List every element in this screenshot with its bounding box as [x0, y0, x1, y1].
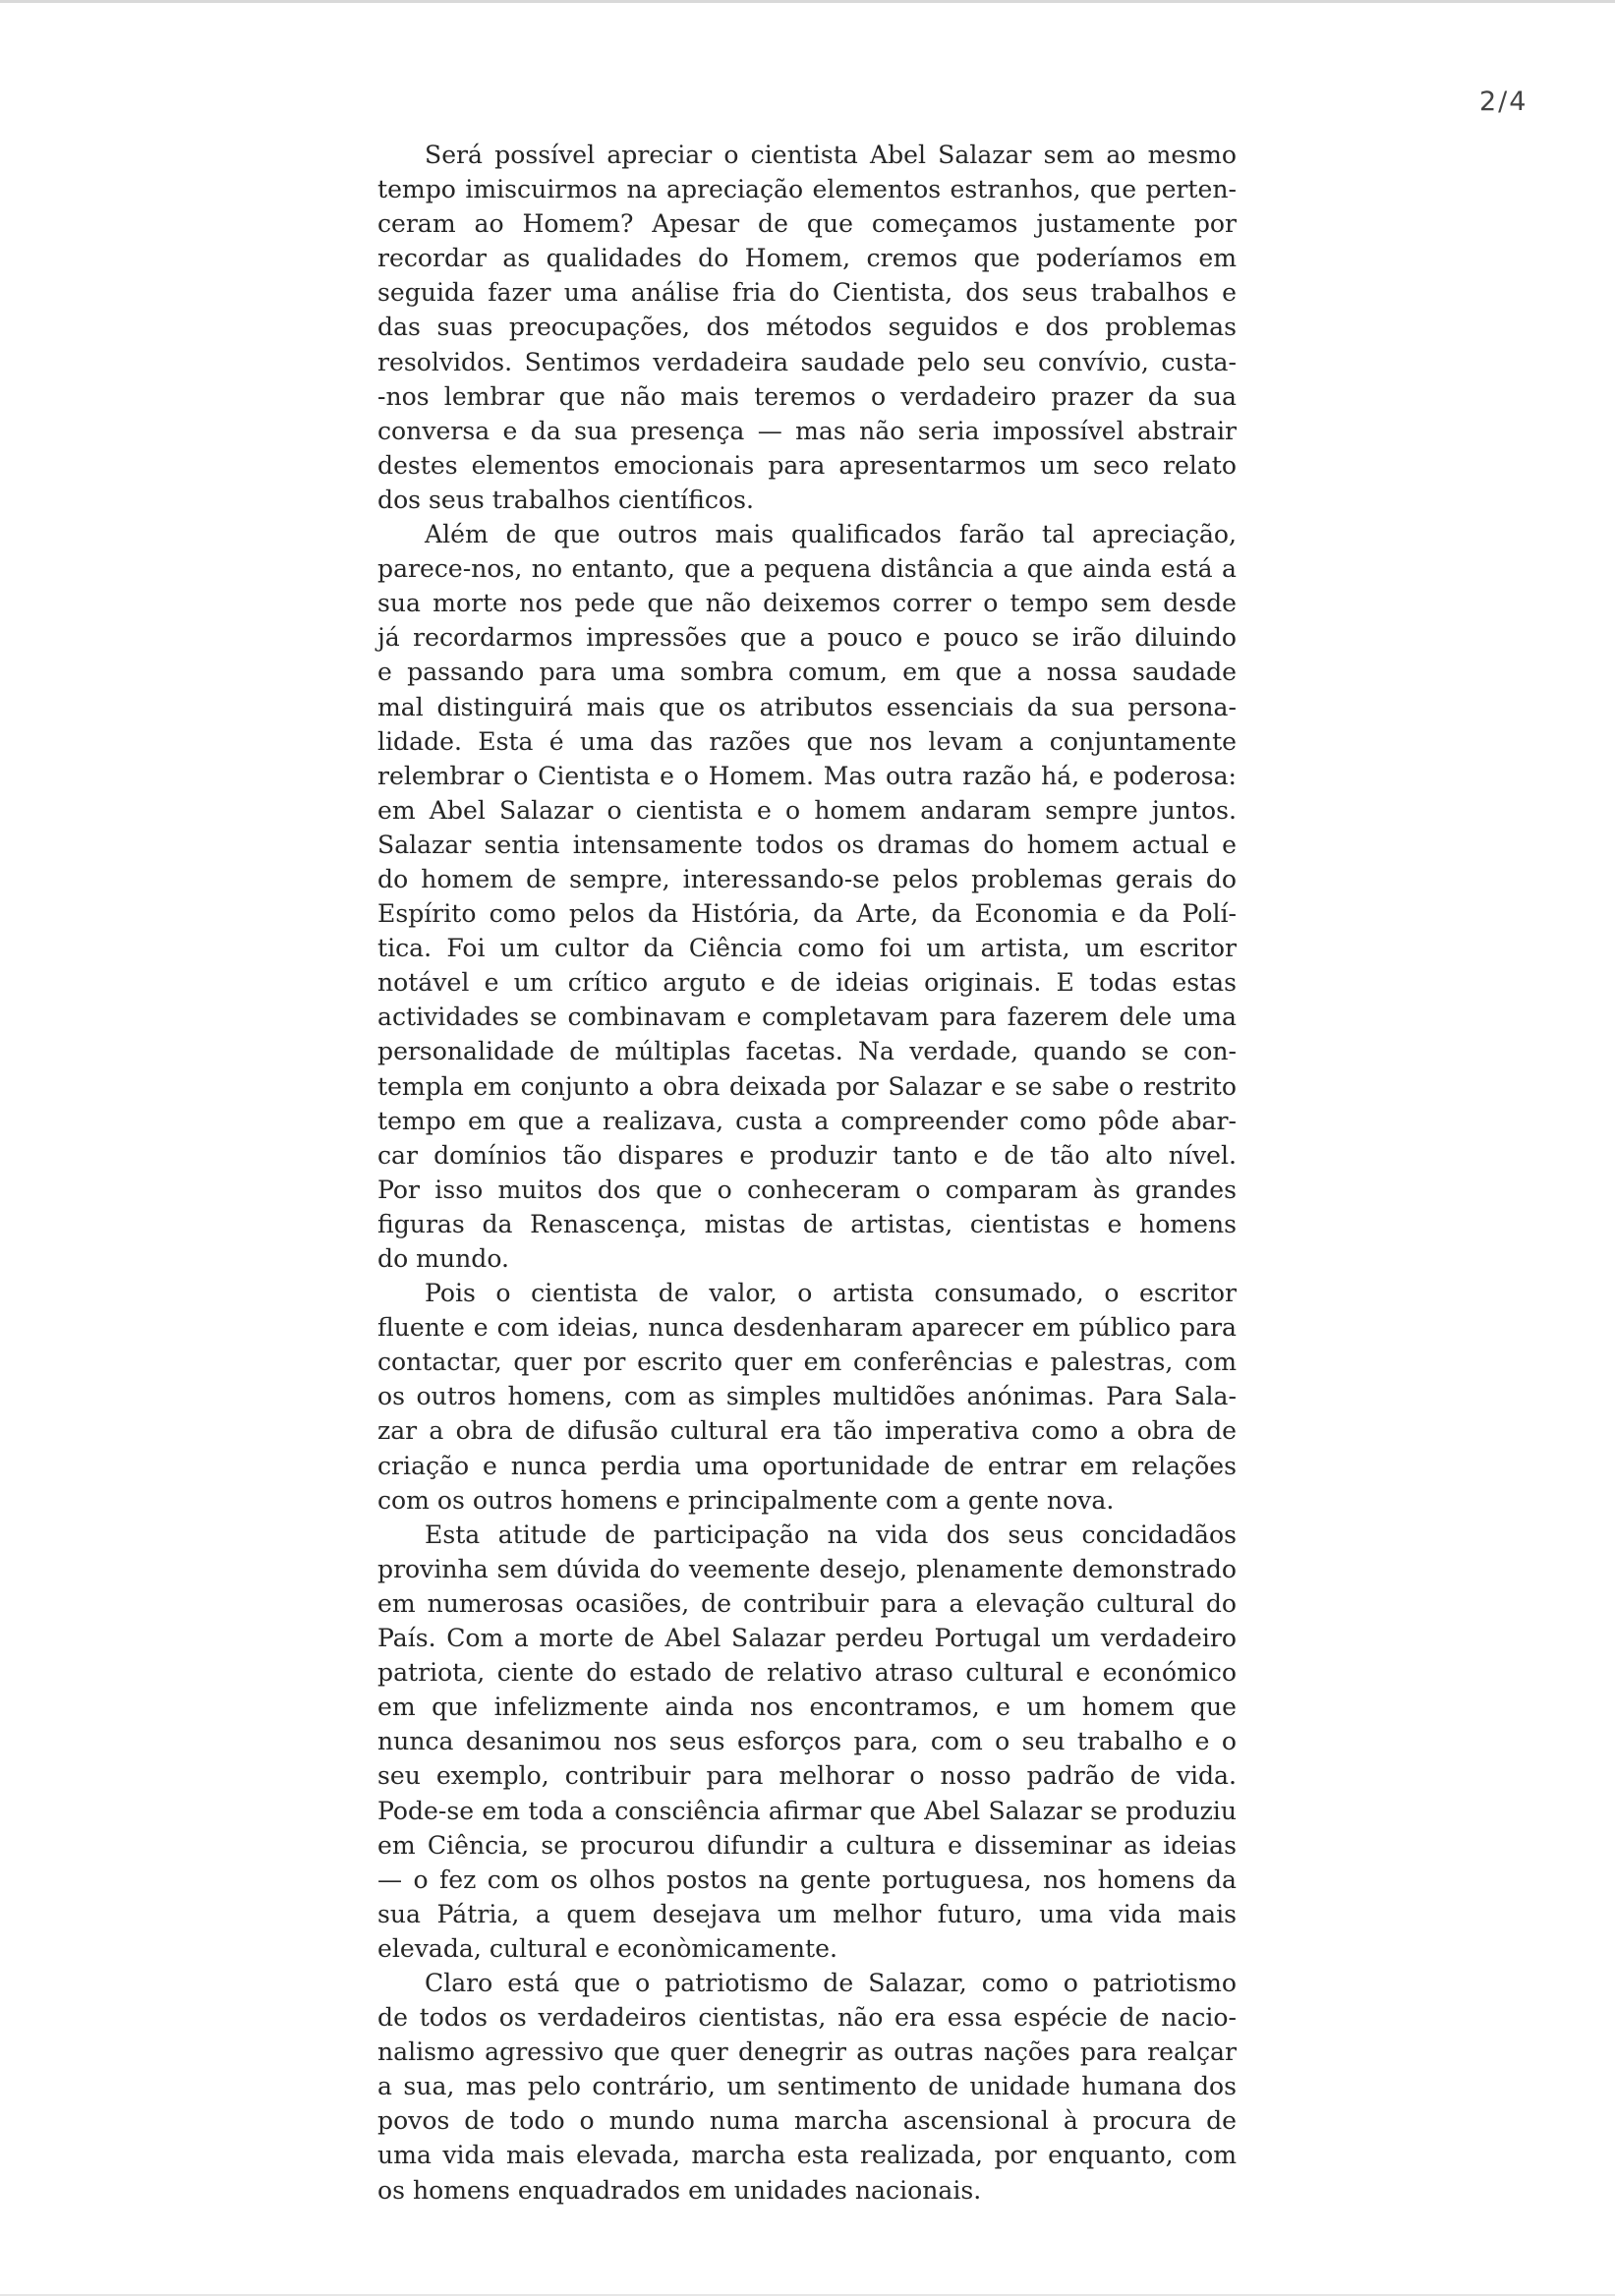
paragraph: [377, 1966, 1237, 2208]
text-line: Esta atitude de participação na vida dos seus concidadãos: [425, 1520, 1237, 1549]
text-line: sua Pátria, a quem desejava um melhor futuro, uma vida mais: [377, 1899, 1237, 1928]
text-line: das suas preocupações, dos métodos seguidos e dos problemas: [377, 313, 1237, 342]
paragraph: [377, 138, 1237, 517]
text-line: Será possível apreciar o cientista Abel Salazar sem ao mesmo: [425, 141, 1237, 169]
text-line: Além de que outros mais qualificados farão tal apreciação,: [425, 520, 1237, 549]
text-line: lidade. Esta é uma das razões que nos levam a conjuntamente: [377, 726, 1237, 756]
page-number: 2/4: [1479, 86, 1528, 117]
text-line: tica. Foi um cultor da Ciência como foi um artista, um escritor: [377, 934, 1237, 963]
text-line: notável e um crítico arguto e de ideias originais. E todas estas: [377, 968, 1237, 998]
text-line: elevada, cultural e econòmicamente.: [377, 1933, 837, 1963]
text-line: tempo imiscuirmos na apreciação elementos estranhos, que perten-: [377, 175, 1237, 204]
text-line: em que infelizmente ainda nos encontramos, e um homem que: [377, 1693, 1237, 1722]
page-text: [377, 138, 1237, 2208]
text-line: a sua, mas pelo contrário, um sentimento de unidade humana dos: [377, 2072, 1237, 2101]
text-line: actividades se combinavam e completavam para fazerem dele uma: [377, 1003, 1237, 1032]
text-line: dos seus trabalhos científicos.: [377, 485, 754, 514]
text-line: ceram ao Homem? Apesar de que começamos justamente por: [377, 209, 1237, 239]
text-line: criação e nunca perdia uma oportunidade de entrar em relações: [377, 1451, 1237, 1480]
text-line: contactar, quer por escrito quer em conferências e palestras, com: [377, 1348, 1237, 1377]
text-line: os homens enquadrados em unidades nacionais.: [377, 2175, 982, 2205]
text-line: do mundo.: [377, 1244, 509, 1273]
text-line: com os outros homens e principalmente com a gente nova.: [377, 1485, 1115, 1515]
text-line: car domínios tão dispares e produzir tanto e de tão alto nível.: [377, 1140, 1237, 1170]
paragraph: [377, 1276, 1237, 1518]
text-line: em Abel Salazar o cientista e o homem andaram sempre juntos.: [377, 795, 1237, 825]
text-line: parece-nos, no entanto, que a pequena distância a que ainda está a: [377, 554, 1237, 584]
text-line: relembrar o Cientista e o Homem. Mas outra razão há, e poderosa:: [377, 761, 1237, 790]
text-line: zar a obra de difusão cultural era tão imperativa como a obra de: [377, 1416, 1237, 1446]
text-line: uma vida mais elevada, marcha esta realizada, por enquanto, com: [377, 2141, 1237, 2170]
text-line: e passando para uma sombra comum, em que a nossa saudade: [377, 658, 1237, 687]
text-line: personalidade de múltiplas facetas. Na verdade, quando se con-: [377, 1037, 1237, 1066]
text-line: nalismo agressivo que quer denegrir as outras nações para realçar: [377, 2038, 1237, 2067]
text-line: mal distinguirá mais que os atributos essenciais da sua persona-: [377, 692, 1237, 721]
text-line: -nos lembrar que não mais teremos o verdadeiro prazer da sua: [377, 381, 1237, 411]
text-line: Pois o cientista de valor, o artista consumado, o escritor: [425, 1279, 1237, 1308]
text-line: destes elementos emocionais para apresentarmos um seco relato: [377, 450, 1237, 480]
text-line: povos de todo o mundo numa marcha ascensional à procura de: [377, 2106, 1237, 2136]
text-line: conversa e da sua presença — mas não seria impossível abstrair: [377, 416, 1237, 445]
text-line: recordar as qualidades do Homem, cremos que poderíamos em: [377, 244, 1237, 273]
text-line: Pode-se em toda a consciência afirmar que Abel Salazar se produziu: [377, 1796, 1237, 1825]
paragraph: [377, 517, 1237, 1276]
text-line: País. Com a morte de Abel Salazar perdeu Portugal um verdadeiro: [377, 1624, 1237, 1653]
text-line: tempo em que a realizava, custa a compreender como pôde abar-: [377, 1106, 1237, 1135]
text-line: os outros homens, com as simples multidões anónimas. Para Sala-: [377, 1382, 1237, 1411]
text-line: já recordarmos impressões que a pouco e pouco se irão diluindo: [377, 623, 1237, 653]
text-line: nunca desanimou nos seus esforços para, com o seu trabalho e o: [377, 1727, 1237, 1756]
text-line: patriota, ciente do estado de relativo atraso cultural e económico: [377, 1658, 1237, 1688]
scan-edge-top: [0, 0, 1615, 3]
text-line: resolvidos. Sentimos verdadeira saudade pelo seu convívio, custa-: [377, 347, 1237, 376]
text-line: figuras da Renascença, mistas de artistas, cientistas e homens: [377, 1209, 1237, 1238]
text-line: Por isso muitos dos que o conheceram o comparam às grandes: [377, 1175, 1237, 1204]
text-line: Espírito como pelos da História, da Arte, da Economia e da Polí-: [377, 899, 1237, 929]
text-line: de todos os verdadeiros cientistas, não era essa espécie de nacio-: [377, 2003, 1237, 2033]
text-line: em Ciência, se procurou difundir a cultura e disseminar as ideias: [377, 1830, 1237, 1860]
text-line: do homem de sempre, interessando-se pelos problemas gerais do: [377, 864, 1237, 893]
text-line: — o fez com os olhos postos na gente portuguesa, nos homens da: [377, 1865, 1237, 1894]
text-line: sua morte nos pede que não deixemos correr o tempo sem desde: [377, 589, 1237, 618]
text-line: seguida fazer uma análise fria do Cientista, dos seus trabalhos e: [377, 278, 1237, 308]
text-line: Claro está que o patriotismo de Salazar, como o patriotismo: [425, 1968, 1237, 1997]
paragraph: [377, 1518, 1237, 1966]
text-line: fluente e com ideias, nunca desdenharam aparecer em público para: [377, 1313, 1237, 1343]
text-line: em numerosas ocasiões, de contribuir para a elevação cultural do: [377, 1588, 1237, 1618]
text-line: provinha sem dúvida do veemente desejo, plenamente demonstrado: [377, 1554, 1237, 1583]
text-line: seu exemplo, contribuir para melhorar o nosso padrão de vida.: [377, 1761, 1237, 1791]
text-line: templa em conjunto a obra deixada por Salazar e se sabe o restrito: [377, 1071, 1237, 1101]
text-line: Salazar sentia intensamente todos os dramas do homem actual e: [377, 830, 1237, 859]
